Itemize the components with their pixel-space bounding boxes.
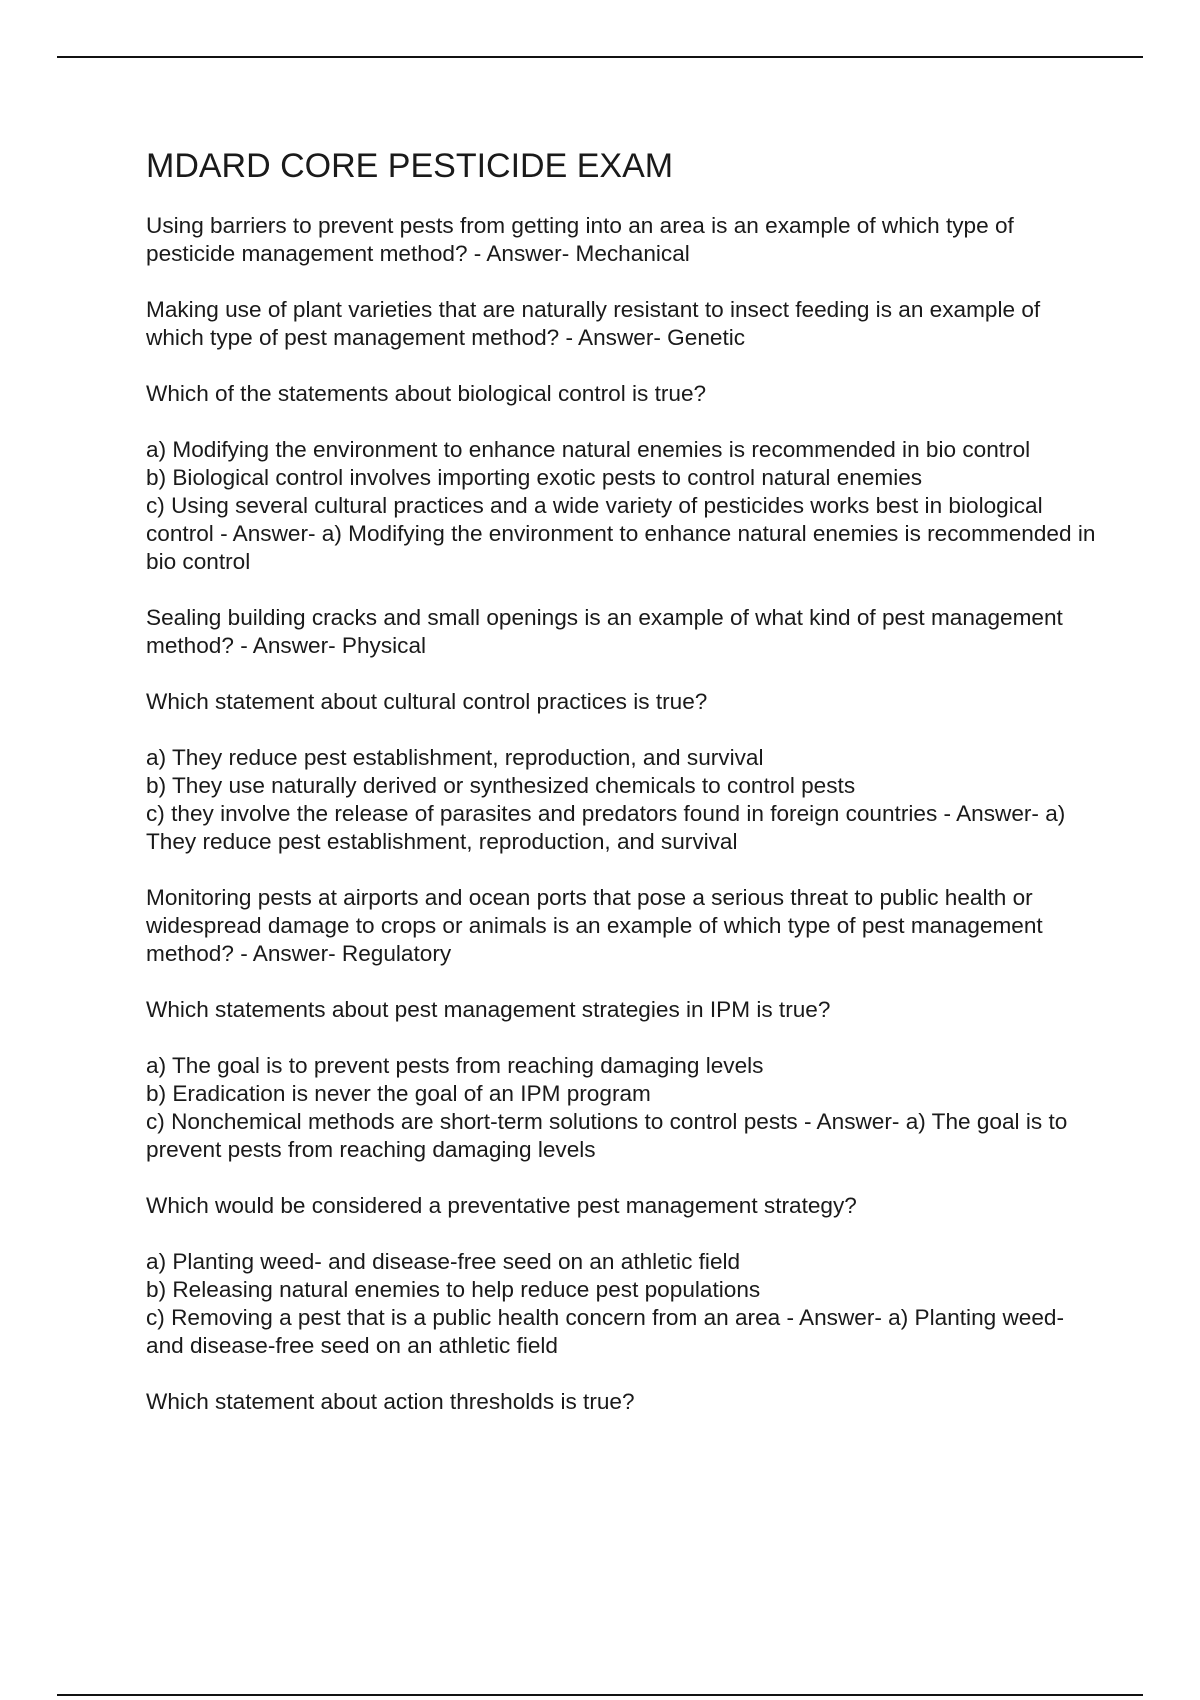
paragraph-q1 [146, 212, 1096, 268]
paragraph-q6 [146, 884, 1096, 968]
text-line: Which of the statements about biological control is true? [146, 381, 707, 406]
paragraph-q9-question [146, 1388, 1096, 1416]
text-line: Monitoring pests at airports and ocean ports that pose a serious threat to public health or widespread damage to crops or animals is an example of which type of pest management method? - Answer- Regulatory [146, 885, 1043, 966]
option-a: a) They reduce pest establishment, reproduction, and survival [146, 745, 764, 770]
option-b: b) Eradication is never the goal of an IPM program [146, 1081, 651, 1106]
option-a: a) The goal is to prevent pests from reaching damaging levels [146, 1053, 764, 1078]
paragraph-q4 [146, 604, 1096, 660]
option-c-answer: c) Removing a pest that is a public health concern from an area - Answer- a) Planting weed- and disease-free seed on an athletic field [146, 1305, 1065, 1358]
bottom-rule [57, 1694, 1143, 1696]
document-page [146, 146, 1096, 1444]
paragraph-q8-options [146, 1248, 1096, 1360]
paragraph-q2 [146, 296, 1096, 352]
option-b: b) Biological control involves importing exotic pests to control natural enemies [146, 465, 923, 490]
option-a: a) Modifying the environment to enhance natural enemies is recommended in bio control [146, 437, 1031, 462]
option-b: b) Releasing natural enemies to help reduce pest populations [146, 1277, 761, 1302]
text-line: Which would be considered a preventative pest management strategy? [146, 1193, 857, 1218]
paragraph-q7-options [146, 1052, 1096, 1164]
text-line: Which statement about action thresholds is true? [146, 1389, 635, 1414]
paragraph-q7-question [146, 996, 1096, 1024]
paragraph-q5-options [146, 744, 1096, 856]
paragraph-q5-question [146, 688, 1096, 716]
text-line: Sealing building cracks and small openings is an example of what kind of pest management method? - Answer- Physical [146, 605, 1063, 658]
text-line: Which statements about pest management strategies in IPM is true? [146, 997, 831, 1022]
paragraph-q3-options [146, 436, 1096, 576]
text-line: Making use of plant varieties that are naturally resistant to insect feeding is an example of which type of pest management method? - Answer- Genetic [146, 297, 1041, 350]
option-c-answer: c) Nonchemical methods are short-term solutions to control pests - Answer- a) The goal is to prevent pests from reaching damaging levels [146, 1109, 1068, 1162]
paragraph-q3-question [146, 380, 1096, 408]
option-c-answer: c) they involve the release of parasites and predators found in foreign countries - Answer- a) They reduce pest establishment, reproduction, and survival [146, 801, 1066, 854]
option-a: a) Planting weed- and disease-free seed on an athletic field [146, 1249, 741, 1274]
top-rule [57, 56, 1143, 58]
option-b: b) They use naturally derived or synthesized chemicals to control pests [146, 773, 856, 798]
document-title: MDARD CORE PESTICIDE EXAM [146, 147, 674, 185]
text-line: Which statement about cultural control practices is true? [146, 689, 708, 714]
text-line: Using barriers to prevent pests from getting into an area is an example of which type of pesticide management method? - Answer- Mechanical [146, 213, 1014, 266]
option-c-answer: c) Using several cultural practices and a wide variety of pesticides works best in biological control - Answer- a) Modifying the environment to enhance natural enemies is recommended in bio control [146, 493, 1096, 574]
paragraph-q8-question [146, 1192, 1096, 1220]
